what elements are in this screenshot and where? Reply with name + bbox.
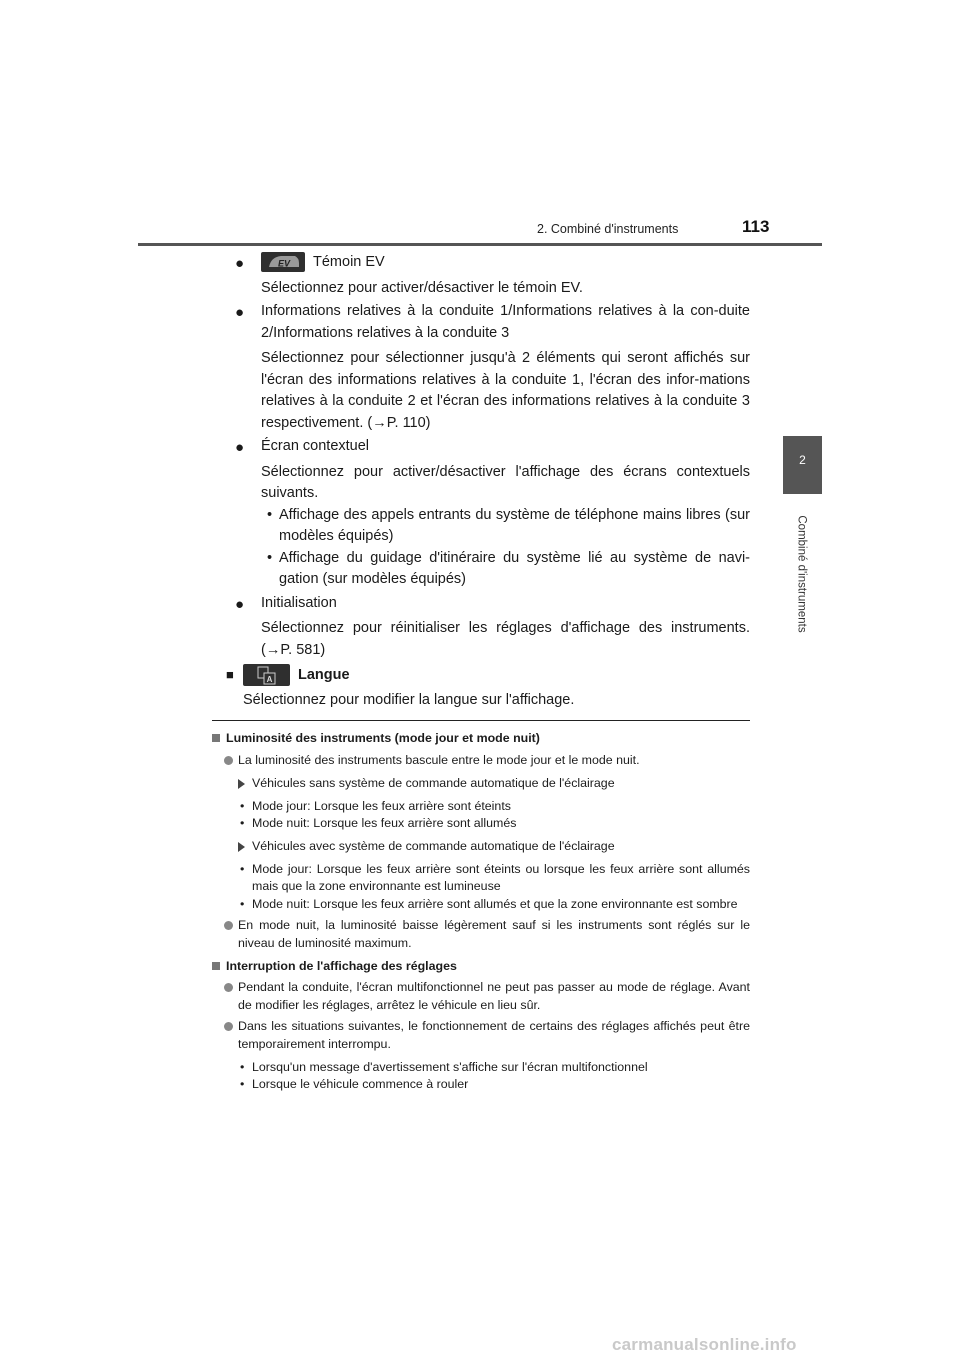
chapter-number: 2 <box>799 453 806 467</box>
list-item: • Affichage des appels entrants du système de téléphone mains libres (sur modèles équipés) <box>267 506 750 544</box>
item-info <box>230 301 750 344</box>
bullet-dot-icon: ● <box>235 595 245 613</box>
list-item: • Mode jour: Lorsque les feux arrière sont éteints ou lorsque les feux arrière sont allumés mais que la zone environnante est lumineuse <box>240 861 750 894</box>
circle-bullet-icon <box>224 921 233 930</box>
chapter-label <box>772 506 832 641</box>
circle-bullet-icon <box>224 756 233 765</box>
note-condition: Véhicules avec système de commande automatique de l'éclairage <box>212 838 750 856</box>
section-divider <box>212 720 750 721</box>
note-paragraph: Pendant la conduite, l'écran multifonctionnel ne peut pas passer au mode de réglage. Avant de modifier les réglages, arrêtez le véhicule en lieu sûr. <box>212 979 750 1014</box>
item-ev-title: Témoin EV <box>313 254 385 270</box>
header-rule <box>138 243 822 246</box>
language-icon-text: A <box>266 675 273 684</box>
note-paragraph: En mode nuit, la luminosité baisse légèrement sauf si les instruments sont réglés sur le niveau de luminosité maximum. <box>212 917 750 952</box>
item-langue-desc: Sélectionnez pour modifier la langue sur l'affichage. <box>243 692 575 709</box>
circle-bullet-icon <box>224 983 233 992</box>
header-section-title: 2. Combiné d'instruments <box>537 222 679 236</box>
item-info-title: Informations relatives à la conduite 1/Informations relatives à la con-duite 2/Informations relatives à la conduite 3 <box>261 303 750 341</box>
item-info-desc: Sélectionnez pour sélectionner jusqu'à 2 éléments qui seront affichés sur l'écran des informations relatives à la conduite 1, l'écran des infor-mations relatives à la conduite 2 et l'écran des informations relatives à la conduite 3 respectivement. (→P. 110) <box>261 350 750 431</box>
note-condition: Véhicules sans système de commande automatique de l'éclairage <box>212 775 750 793</box>
bullet-dot-icon: ● <box>235 304 245 321</box>
item-langue <box>226 664 750 686</box>
item-ev <box>230 252 750 274</box>
ev-icon <box>261 252 305 272</box>
item-langue-title: Langue <box>298 666 350 683</box>
main-content <box>226 252 750 712</box>
list-item: • Mode jour: Lorsque les feux arrière sont éteints <box>240 798 511 813</box>
bullet-dot-icon: ● <box>235 439 245 456</box>
note-paragraph: La luminosité des instruments bascule entre le mode jour et le mode nuit. <box>212 752 750 770</box>
triangle-arrow-icon <box>238 842 245 852</box>
notes-section <box>212 730 750 1094</box>
item-init <box>230 593 750 615</box>
item-init-title: Initialisation <box>261 594 337 611</box>
ev-icon-text: EV <box>277 258 291 269</box>
bullet-dot-icon: ● <box>235 255 245 272</box>
note-paragraph: Dans les situations suivantes, le fonctionnement de certains des réglages affichés peut être temporairement interrompu. <box>212 1018 750 1053</box>
page-number: 113 <box>742 217 770 236</box>
square-bullet-icon: ■ <box>226 667 234 682</box>
list-item: • Mode nuit: Lorsque les feux arrière sont allumés et que la zone environnante est sombre <box>240 896 738 911</box>
language-icon <box>243 664 290 686</box>
circle-bullet-icon <box>224 1022 233 1031</box>
list-item: • Mode nuit: Lorsque les feux arrière sont allumés <box>240 816 517 831</box>
note-heading: Interruption de l'affichage des réglages <box>212 958 750 976</box>
list-item: • Affichage du guidage d'itinéraire du système lié au système de navi-gation (sur modèles équipés) <box>267 549 750 587</box>
chapter-label-text: Combiné d'instruments <box>796 514 808 633</box>
item-ev-desc: Sélectionnez pour activer/désactiver le témoin EV. <box>261 279 583 296</box>
item-popup-desc: Sélectionnez pour activer/désactiver l'affichage des écrans contextuels suivants. <box>261 463 750 501</box>
item-popup-title: Écran contextuel <box>261 438 370 454</box>
list-item: • Lorsque le véhicule commence à rouler <box>240 1077 469 1092</box>
note-heading: Luminosité des instruments (mode jour et mode nuit) <box>212 730 750 748</box>
square-bullet-icon <box>212 962 220 970</box>
item-init-desc: Sélectionnez pour réinitialiser les réglages d'affichage des instruments. (→P. 581) <box>261 620 750 658</box>
item-popup <box>230 436 750 458</box>
square-bullet-icon <box>212 734 220 742</box>
chapter-tab <box>783 436 822 494</box>
watermark: carmanualsonline.info <box>612 1335 797 1354</box>
list-item: • Lorsqu'un message d'avertissement s'affiche sur l'écran multifonctionnel <box>240 1059 648 1074</box>
triangle-arrow-icon <box>238 779 245 789</box>
